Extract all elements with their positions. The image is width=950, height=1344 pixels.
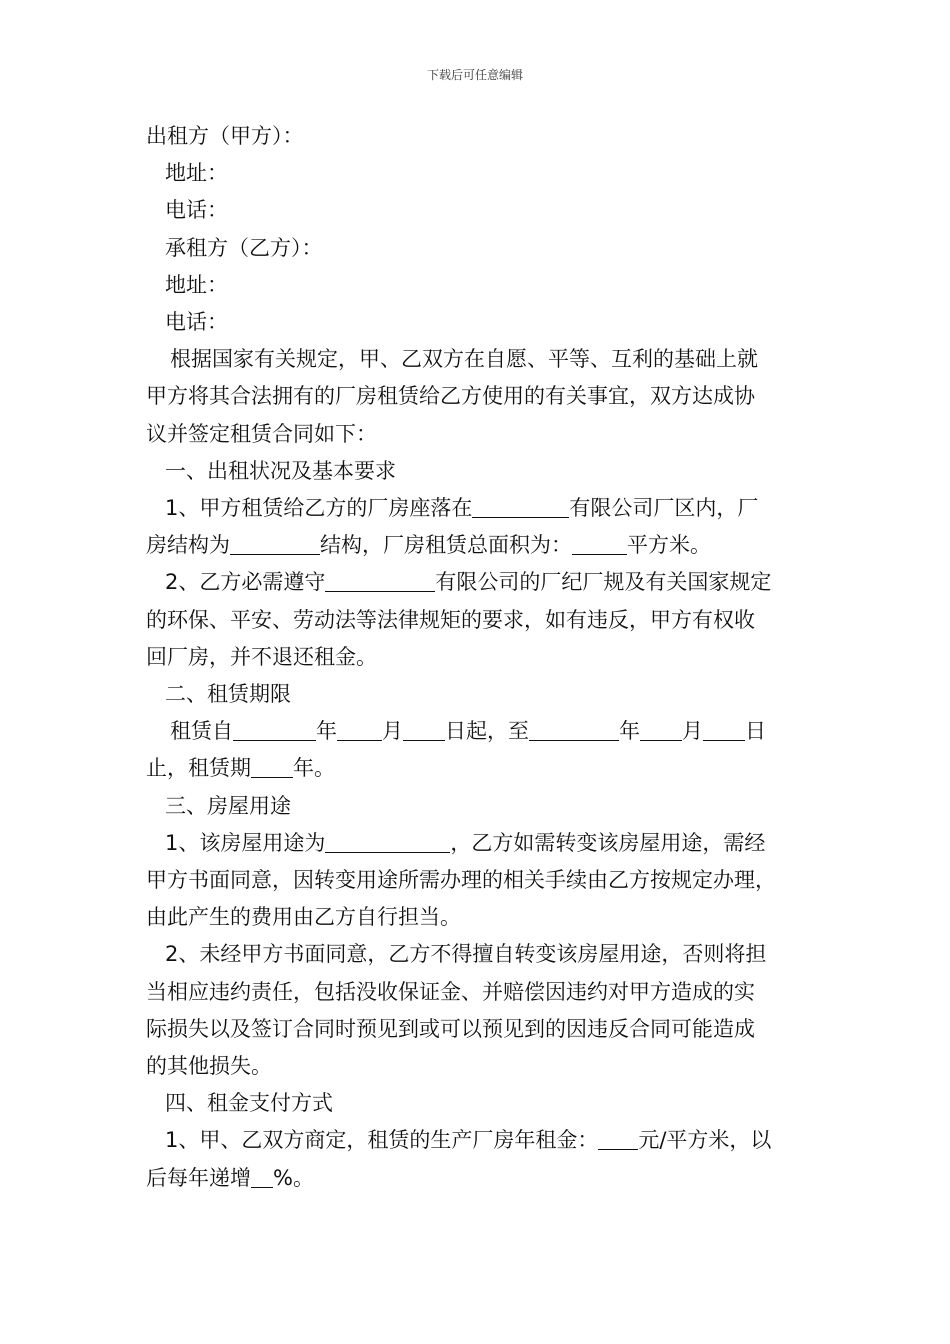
- text: 1、甲方租赁给乙方的厂房座落在: [165, 496, 473, 521]
- blank-field[interactable]: [472, 493, 569, 518]
- text: 房结构为: [146, 533, 230, 558]
- lessor-address: 地址：: [165, 161, 228, 186]
- text: 元/平方米，以: [638, 1128, 772, 1153]
- text: 有限公司的厂纪厂规及有关国家规定: [435, 570, 772, 595]
- section-1-title: 一、出租状况及基本要求: [165, 458, 396, 483]
- text: 日: [745, 719, 766, 744]
- header-note: 下载后可任意编辑: [426, 68, 523, 82]
- text: 1、该房屋用途为: [165, 830, 326, 855]
- text: 日起，至: [445, 719, 529, 744]
- clause-3-2-line-3: 际损失以及签订合同时预见到或可以预见到的因违反合同可能造成: [146, 1016, 755, 1041]
- blank-field[interactable]: [251, 753, 293, 778]
- text: 止，租赁期: [146, 756, 251, 781]
- contract-body: [146, 118, 816, 1197]
- blank-field[interactable]: [640, 716, 682, 741]
- clause-1-2-line-2: 的环保、平安、劳动法等法律规矩的要求，如有违反，甲方有权收: [146, 607, 755, 632]
- blank-field[interactable]: [529, 716, 619, 741]
- blank-field[interactable]: [251, 1163, 273, 1188]
- clause-1-2-line-1: [146, 564, 816, 601]
- text: 月: [382, 719, 403, 744]
- text: 年: [316, 719, 337, 744]
- section-4-title: 四、租金支付方式: [165, 1091, 333, 1116]
- text: 后每年递增: [146, 1165, 251, 1190]
- text: 年。: [293, 756, 335, 781]
- text: 年: [619, 719, 640, 744]
- clause-1-1-line-1: [146, 490, 816, 527]
- lessee-address: 地址：: [165, 272, 228, 297]
- blank-field[interactable]: [233, 716, 316, 741]
- text: %。: [273, 1165, 314, 1190]
- clause-3-1-line-3: 由此产生的费用由乙方自行担当。: [146, 905, 461, 930]
- text: 月: [682, 719, 703, 744]
- clause-3-2-line-1: 2、未经甲方书面同意，乙方不得擅自转变该房屋用途，否则将担: [165, 942, 767, 967]
- clause-3-2-line-4: 的其他损失。: [146, 1054, 272, 1079]
- blank-field[interactable]: [403, 716, 445, 741]
- text: 1、甲、乙双方商定，租赁的生产厂房年租金：: [165, 1128, 599, 1153]
- lessor-label: 出租方（甲方）：: [146, 124, 304, 148]
- lessee-label: 承租方（乙方）：: [165, 235, 323, 260]
- clause-1-2-line-3: 回厂房，并不退还租金。: [146, 644, 377, 669]
- blank-field[interactable]: [230, 530, 320, 555]
- lessee-phone: 电话：: [165, 310, 228, 335]
- text: 平方米。: [627, 533, 711, 558]
- text: ，乙方如需转变该房屋用途，需经: [450, 830, 766, 855]
- blank-field[interactable]: [703, 716, 745, 741]
- section-2-title: 二、租赁期限: [165, 682, 291, 707]
- blank-field[interactable]: [337, 716, 382, 741]
- text: 租赁自: [170, 719, 233, 744]
- blank-field[interactable]: [325, 828, 450, 853]
- lease-term-line-2: [146, 750, 816, 787]
- clause-4-1-line-2: [146, 1160, 816, 1197]
- intro-line-1: 根据国家有关规定，甲、乙双方在自愿、平等、互利的基础上就: [170, 347, 758, 372]
- clause-1-1-line-2: [146, 527, 816, 564]
- text: 2、乙方必需遵守: [165, 570, 326, 595]
- text: 有限公司厂区内，厂: [569, 496, 759, 521]
- intro-line-3: 议并签定租赁合同如下：: [146, 421, 377, 446]
- text: 结构，厂房租赁总面积为：: [320, 533, 572, 558]
- section-3-title: 三、房屋用途: [165, 793, 291, 818]
- intro-line-2: 甲方将其合法拥有的厂房租赁给乙方使用的有关事宜，双方达成协: [146, 384, 755, 409]
- clause-3-2-line-2: 当相应违约责任，包括没收保证金、并赔偿因违约对甲方造成的实: [146, 979, 755, 1004]
- clause-3-1-line-2: 甲方书面同意，因转变用途所需办理的相关手续由乙方按规定办理，: [146, 868, 776, 893]
- blank-field[interactable]: [325, 567, 435, 592]
- lease-term-line-1: [146, 713, 816, 750]
- blank-field[interactable]: [572, 530, 627, 555]
- blank-field[interactable]: [598, 1125, 638, 1150]
- clause-3-1-line-1: [146, 825, 816, 862]
- lessor-phone: 电话：: [165, 198, 228, 223]
- clause-4-1-line-1: [146, 1122, 816, 1159]
